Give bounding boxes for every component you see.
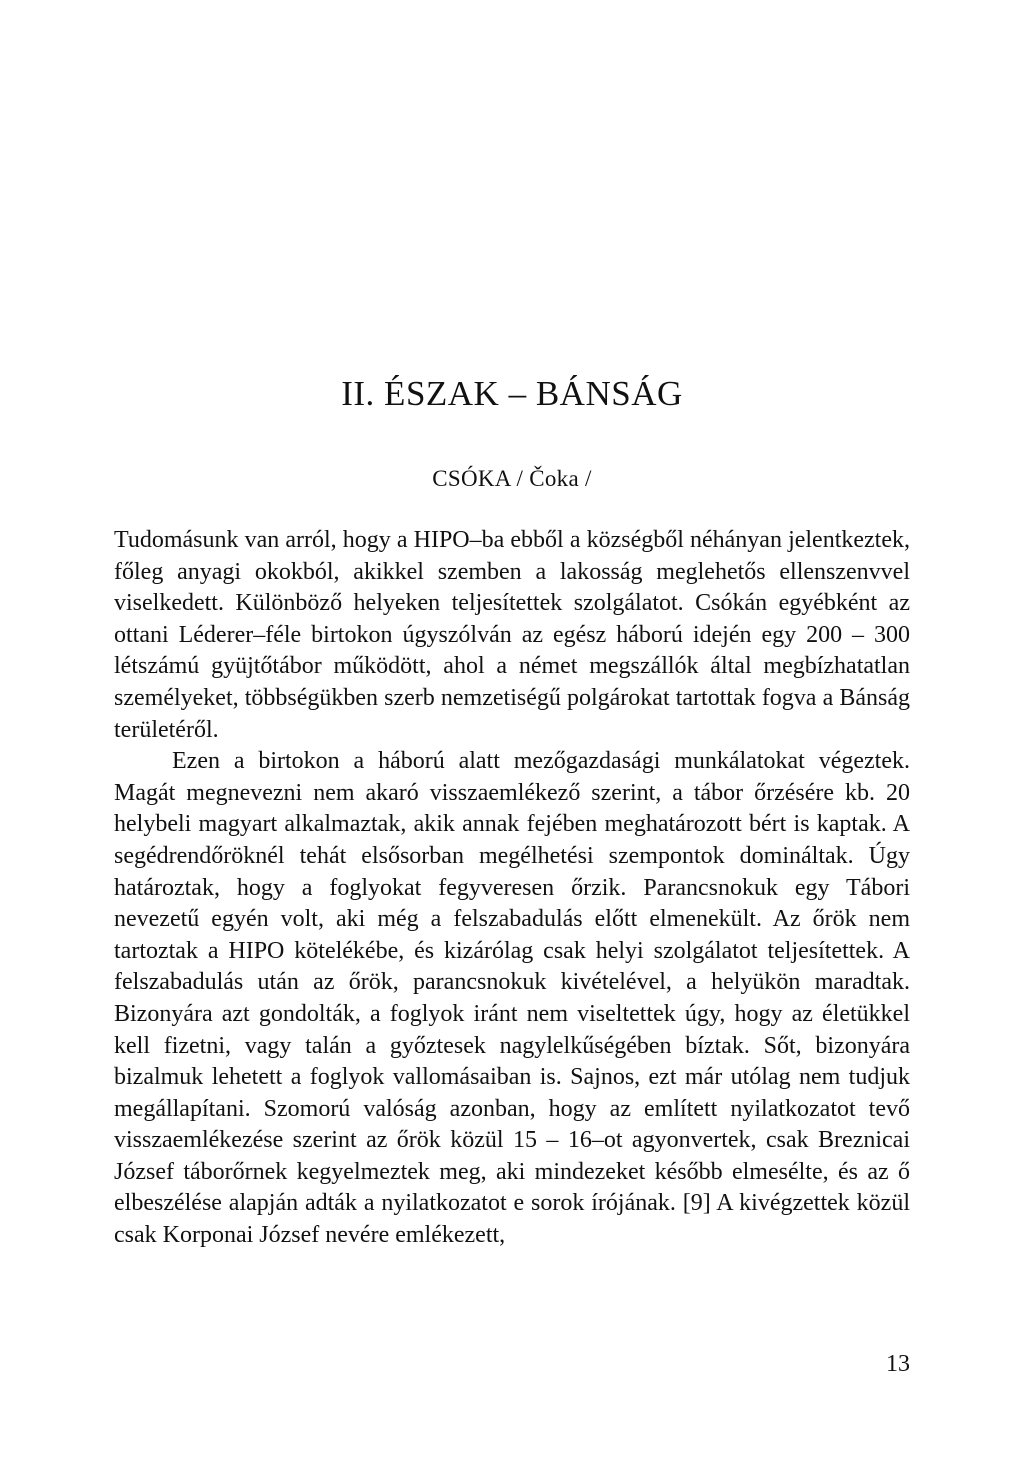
body-text xyxy=(114,525,910,1252)
section-title: CSÓKA / Čoka / xyxy=(432,466,592,491)
page-number: 13 xyxy=(886,1351,910,1377)
paragraph-1: Tudomásunk van arról, hogy a HIPO–ba ebből a községből néhányan jelentkeztek, főleg anyagi okokból, akikkel szemben a lakosság meglehetős ellenszenvvel viselkedett. Különböző helyeken teljesítettek szolgálatot. Csókán egyébként az ottani Léderer–féle birtokon úgyszólván az egész háború idején egy 200 – 300 létszámú gyüjtőtábor működött, ahol a német megszállók által megbízhatatlan személyeket, többségükben szerb nemzetiségű polgárokat tartottak fogva a Bánság területéről. xyxy=(114,527,910,743)
paragraph-2: Ezen a birtokon a háború alatt mezőgazdasági munkálatokat végeztek. Magát megnevezni nem akaró visszaemlékező szerint, a tábor őrzésére kb. 20 helybeli magyart alkalmaztak, akik annak fejében meghatározott bért is kaptak. A segédrendőröknél tehát elsősorban megélhetési szempontok domináltak. Úgy határoztak, hogy a foglyokat fegyveresen őrzik. Parancsnokuk egy Tábori nevezetű egyén volt, aki még a felszabadulás előtt elmenekült. Az őrök nem tartoztak a HIPO kötelékébe, és kizárólag csak helyi szolgálatot teljesítettek. A felszabadulás után az őrök, parancsnokuk kivételével, a helyükön maradtak. Bizonyára azt gondolták, a foglyok iránt nem viseltettek úgy, hogy az életükkel kell fizetni, vagy talán a győztesek nagylelkűségében bíztak. Sőt, bizonyára bizalmuk lehetett a foglyok vallomásaiban is. Sajnos, ezt már utólag nem tudjuk megállapítani. Szomorú valóság azonban, hogy az említett nyilatkozatot tevő visszaemlékezése szerint az őrök közül 15 – 16–ot agyonvertek, csak Breznicai József táborőrnek kegyelmeztek meg, aki mindezeket később elmesélte, és az ő elbeszélése alapján adták a nyilatkozatot e sorok írójának. [9] A kivégzettek közül csak Korponai József nevére emlékezett, xyxy=(114,748,910,1249)
chapter-title: II. ÉSZAK – BÁNSÁG xyxy=(341,374,683,413)
